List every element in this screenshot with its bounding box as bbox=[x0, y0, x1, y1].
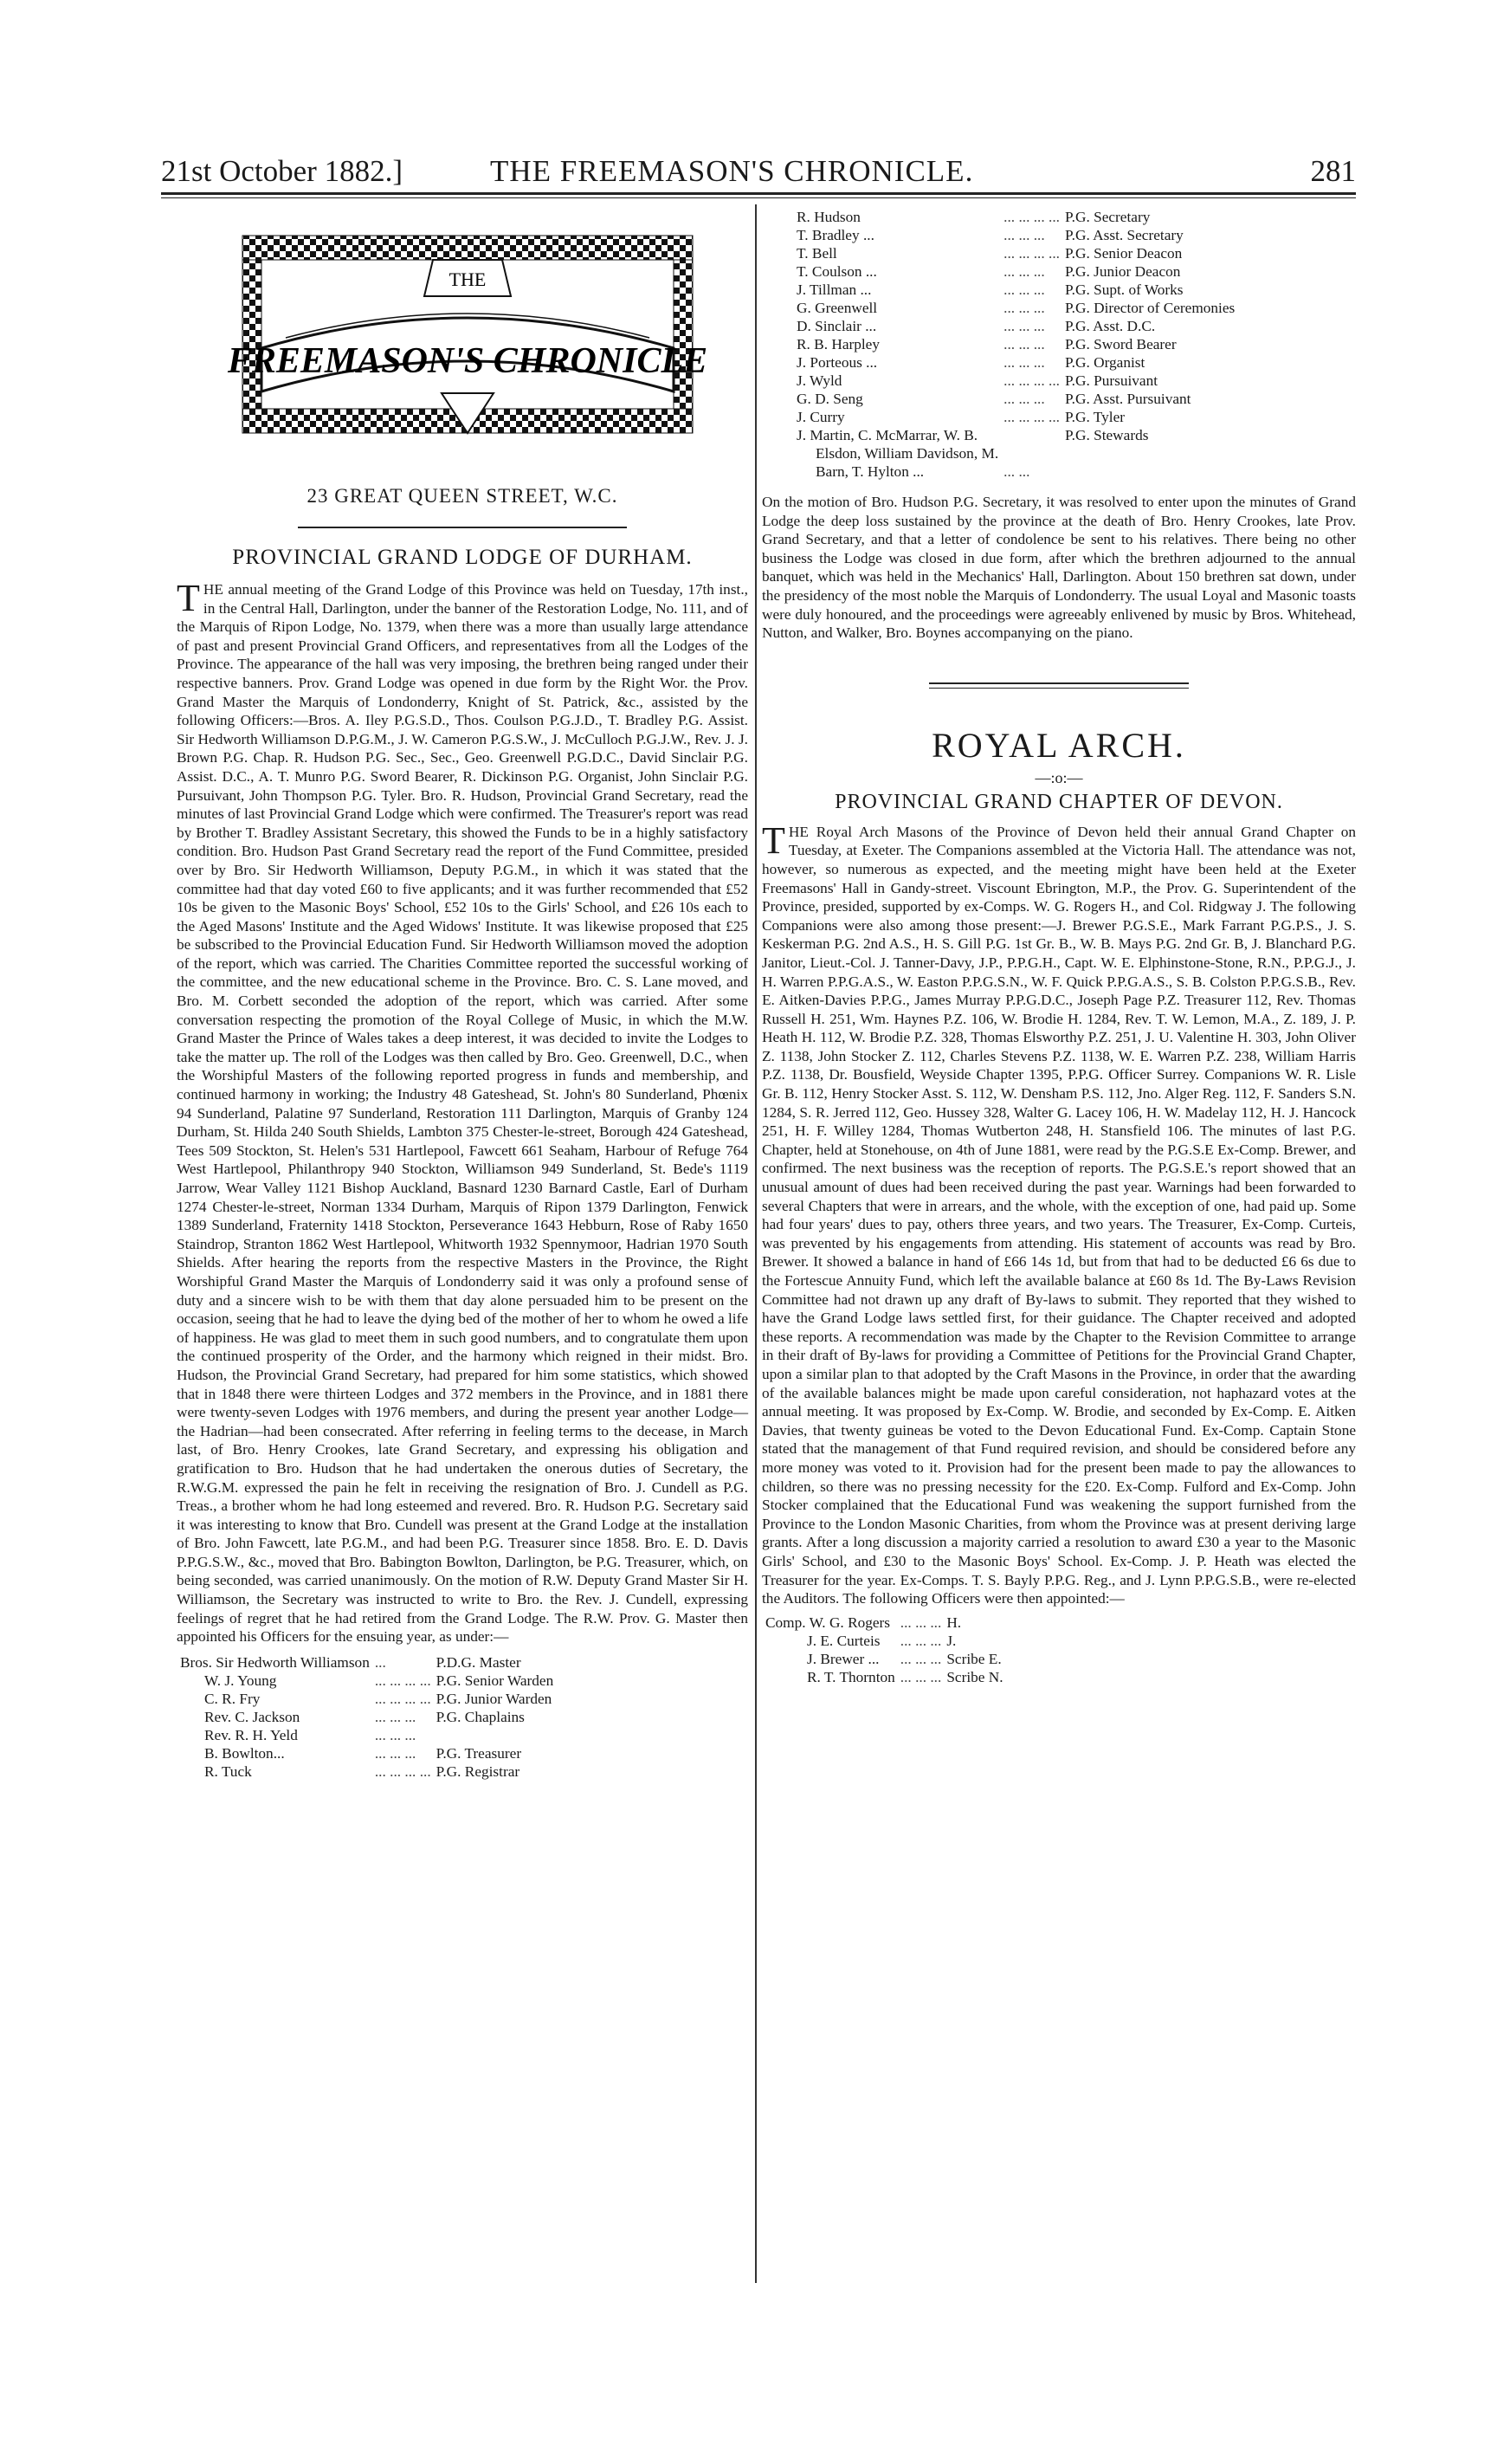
officer-row: G. D. Seng ... ... ... P.G. Asst. Pursuivant bbox=[797, 391, 1191, 407]
devon-body bbox=[762, 818, 1356, 1608]
durham-closing-paragraph bbox=[762, 493, 1356, 643]
officer-row: Comp. W. G. Rogers ... ... ... H. bbox=[765, 1614, 962, 1631]
header-rule bbox=[161, 192, 1356, 195]
officer-row: D. Sinclair ... ... ... ... P.G. Asst. D.C. bbox=[797, 318, 1156, 334]
officer-row: R. Tuck ... ... ... ... P.G. Registrar bbox=[204, 1762, 520, 1780]
durham-body bbox=[177, 577, 748, 1646]
durham-officers-continued bbox=[797, 208, 1240, 481]
logo-title-text: FREEMASON'S CHRONICLE bbox=[227, 341, 708, 381]
officer-row: R. T. Thornton ... ... ... Scribe N. bbox=[807, 1668, 1003, 1685]
logo-the-label: THE bbox=[448, 268, 487, 290]
masthead-address: 23 GREAT QUEEN STREET, W.C. bbox=[307, 485, 618, 507]
devon-text: HE Royal Arch Masons of the Province of Devon held their annual Grand Chapter on Tuesday, at Exeter. The Companions assembled at the Victoria Hall. The attendance was not, however, so numerous as expected, and the meeting might have been held at the Exeter Freemasons' Hall in Gandy-street. Viscount Ebrington, M.P., the Prov. G. Superintendent of the Province, presided, supported by ex-Comps. W. G. Rogers H., and Col. Ridgway J. The following Companions were also among those present:—J. Brewer P.G.S.E., Mark Farrant P.G.P.S., J. S. Keskerman P.G. 2nd A.S., H. S. Gill P.G. 1st Gr. B., W. B. Mays P.G. 2nd Gr. B, J. Blanchard P.G. Janitor, Lieut.-Col. J. Tanner-Davy, J.P., P.P.G.H., Capt. W. E. Elphinstone-Stone, R.N., P.P.G.J., J. H. Warren P.P.G.A.S., W. Easton P.P.G.S.N., W. F. Quick P.P.G.A.S., S. B. Colston P.P.G.S.B., Rev. E. Aitken-Davies P.P.G., James Murray P.P.G.D.C., Joseph Page P.Z. Treasurer 112, Rev. Thomas Russell H. 251, Wm. Haynes P.Z. 106, W. Brodie H. 1284, Rev. T. W. Lemon, M.A., Z. 189, J. P. Heath H. 112, W. Brodie P.Z. 328, Thomas Elsworthy P.Z. 251, J. U. Valentine H. 303, John Oliver Z. 1138, John Stocker Z. 112, Charles Stevens P.Z. 1138, W. E. Warren P.Z. 238, William Harris P.Z. 1138, Dr. Bousfield, Weyside Chapter 1395, P.P.G. Officer Surrey. Companions W. R. Lisle Gr. B. 112, Henry Stocker Asst. S. 112, W. Densham P.S. 112, Jno. Alger Reg. 112, F. Sanders S.N. 1284, S. R. Jerred 112, Geo. Hussey 328, Walter G. Lacey 106, H. W. Madelay 112, H. J. Hancock 251, H. F. Willey 1284, Thomas Wutberton 248, H. Stansfield 106. The minutes of last P.G. Chapter, held at Stonehouse, on 4th of June 1881, were read by the P.G.S.E Ex-Comp. Brewer, and confirmed. The next business was the reception of reports. The P.G.S.E.'s report showed that an unusual amount of dues had been received during the past year. Warnings had been forwarded to several Chapters that were in arrears, and the whole, with the exception of one, had paid up. Some had four years' dues to pay, others three years, and two years. The Treasurer, Ex-Comp. Curteis, was prevented by his engagements from attending. His statement of accounts was read by Bro. Brewer. It showed a balance in hand of £66 14s 1d, but from that had to be deducted £6 6s due to the Fortescue Annuity Fund, which left the available balance at £60 8s 1d. The By-Laws Revision Committee had not drawn up any draft of By-laws to submit. They reported that they wished to have the Grand Lodge laws settled first, for their guidance. The Chapter received and adopted these reports. A recommendation was made by the Chapter to the Revision Committee to arrange in their draft of By-laws for providing a Committee of Petitions for the Provincial Grand Chapter, upon a similar plan to that adopted by the Craft Masons in the Province, in order that the awarding of the available balances might be made upon careful consideration, not haphazard votes at the annual meeting. It was proposed by Ex-Comp. W. Brodie, and seconded by Ex-Comp. E. Aitken Davies, that twenty guineas be voted to the Devon Educational Fund. Ex-Comp. Captain Stone stated that the management of that Fund required revision, and should be considered before any more money was voted to it. Provision had for the present been made to pay the allowances to children, so there was no pressing necessity for the £20. Ex-Comp. Fulford and Ex-Comp. John Stocker complained that the Educational Fund was weakening the support furnished from the Province to the London Masonic Charities, from whom the Province was at present deriving large grants. After a long discussion a majority carried a resolution to award £30 a year to the Masonic Girls' School, and £30 to the Masonic Boys' School. Ex-Comp. J. P. Heath was elected the Treasurer for the year. Ex-Comps. T. S. Bayly P.P.G. Reg., and J. Lynn P.P.G.S.B., were re-elected the Auditors. The following Officers were then appointed:— bbox=[762, 823, 1356, 1607]
officer-row: Rev. R. H. Yeld ... ... ... bbox=[204, 1726, 416, 1743]
page-number: 281 bbox=[1310, 154, 1356, 188]
officer-row: Barn, T. Hylton ... ... ... bbox=[816, 463, 1030, 480]
officer-row: J. Tillman ... ... ... ... P.G. Supt. of Works bbox=[797, 281, 1184, 298]
officer-row: W. J. Young ... ... ... ... P.G. Senior Warden bbox=[204, 1672, 554, 1689]
officer-row: Elsdon, William Davidson, M. bbox=[816, 445, 999, 462]
masthead-logo bbox=[225, 227, 710, 469]
durham-heading: PROVINCIAL GRAND LODGE OF DURHAM. bbox=[232, 546, 693, 569]
officer-row: Rev. C. Jackson ... ... ... P.G. Chaplains bbox=[204, 1708, 525, 1725]
officer-row: C. R. Fry ... ... ... ... P.G. Junior Warden bbox=[204, 1690, 552, 1707]
officer-row: B. Bowlton... ... ... ... P.G. Treasurer bbox=[204, 1744, 522, 1762]
running-header bbox=[161, 154, 1356, 189]
officer-row: J. Curry ... ... ... ... P.G. Tyler bbox=[797, 409, 1126, 425]
officer-row: R. B. Harpley ... ... ... P.G. Sword Bearer bbox=[797, 336, 1177, 352]
column-separator bbox=[755, 204, 757, 2283]
officer-row: Bros. Sir Hedworth Williamson ... P.D.G. Master bbox=[180, 1653, 521, 1671]
right-column bbox=[762, 208, 1356, 1686]
devon-heading: PROVINCIAL GRAND CHAPTER OF DEVON. bbox=[835, 790, 1283, 813]
officer-row: T. Bell ... ... ... ... P.G. Senior Deacon bbox=[797, 245, 1183, 262]
royal-arch-separator: —:o:— bbox=[1035, 768, 1083, 786]
durham-article bbox=[177, 546, 748, 1781]
officer-row: J. Brewer ... ... ... ... Scribe E. bbox=[807, 1650, 1002, 1667]
officer-row: J. Martin, C. McMarrar, W. B. P.G. Stewards bbox=[797, 427, 1149, 443]
officer-row: T. Bradley ... ... ... ... P.G. Asst. Secretary bbox=[797, 227, 1184, 243]
officer-row: J. Wyld ... ... ... ... P.G. Pursuivant bbox=[797, 372, 1158, 389]
section-rule-thin bbox=[929, 688, 1189, 689]
devon-dropcap: T bbox=[762, 818, 785, 862]
officer-row: J. E. Curteis ... ... ... J. bbox=[807, 1632, 957, 1649]
royal-arch-article bbox=[762, 725, 1356, 1686]
durham-text: HE annual meeting of the Grand Lodge of this Province was held on Tuesday, 17th inst., in the Central Hall, Darlington, under the banner of the Restoration Lodge, No. 111, and of the Marquis of Ripon Lodge, No. 1379, when there was a more than usually large attendance of past and present Provincial Grand Officers, and representatives from all the Lodges of the Province. The appearance of the hall was very imposing, the brethren being ranged under their respective banners. Prov. Grand Lodge was opened in due form by the Right Wor. the Prov. Grand Master the Marquis of Londonderry, Knight of St. Patrick, &c., assisted by the following Officers:—Bros. A. Iley P.G.S.D., Thos. Coulson P.G.J.D., T. Bradley P.G. Assist. Sir Hedworth Williamson D.P.G.M., J. W. Cameron P.G.S.W., J. McCulloch P.G.J.W., Rev. J. J. Brown P.G. Chap. R. Hudson P.G. Sec., Sec., Geo. Greenwell P.G.D.C., David Sinclair P.G. Assist. D.C., A. T. Munro P.G. Sword Bearer, R. Dickinson P.G. Organist, John Sinclair P.G. Pursuivant, John Thompson P.G. Tyler. Bro. R. Hudson, Provincial Grand Secretary, read the minutes of last Provincial Grand Lodge which were confirmed. The Treasurer's report was read by Brother T. Bradley Assistant Secretary, this showed the Funds to be in a highly satisfactory condition. Bro. Hudson Past Grand Secretary read the report of the Fund Committee, presided over by Bro. Sir Hedworth Williamson, Deputy P.G.M., in which it was stated that the committee had that day voted £60 to five applicants; and it was further recommended that £52 10s be given to the Masonic Boys' School, £52 10s to the Girls' School, and £26 10s each to the Aged Masons' Institute and the Aged Widows' Institute. It was likewise proposed that £25 be subscribed to the Provincial Education Fund. Sir Hedworth Williamson moved the adoption of the report, which was carried. The Charities Committee reported the successful working of the committee, and the new educational scheme in the Province. Bro. C. S. Lane moved, and Bro. M. Corbett seconded the adoption of the report, which was carried. After some conversation respecting the promotion of the Royal College of Music, in which the M.W. Grand Master the Prince of Wales takes a deep interest, it was decided to invite the Lodges to take the matter up. The roll of the Lodges was then called by Bro. Geo. Greenwell, D.C., when the Worshipful Masters of the following reported progress in funds and membership, and continued harmony in working; the Industry 48 Gateshead, St. John's 80 Sunderland, Phœnix 94 Sunderland, Palatine 97 Sunderland, Restoration 111 Darlington, Marquis of Granby 124 Durham, St. Hilda 240 South Shields, Lambton 375 Chester-le-street, Borough 424 Gateshead, Tees 509 Stockton, St. Helen's 531 Hartlepool, Fawcett 661 Seaham, Harbour of Refuge 764 West Hartlepool, Philanthropy 940 Stockton, Williamson 949 Sunderland, St. Bede's 1119 Jarrow, Wear Valley 1121 Bishop Auckland, Basnard 1230 Barnard Castle, Earl of Durham 1274 Chester-le-street, Norman 1334 Durham, Marquis of Ripon 1379 Darlington, Fenwick 1389 Sunderland, Fraternity 1418 Stockton, Perseverance 1643 Hebburn, Rose of Raby 1650 Staindrop, Stranton 1862 West Hartlepool, Whitworth 1932 Spennymoor, Hadrian 1970 South Shields. After hearing the reports from the respective Masters in the Province, the Right Worshipful Grand Master the Marquis of Londonderry said it was only a profound sense of duty and a sincere wish to be with them that day alone persuaded him to be present on the occasion, seeing that he had to leave the dying bed of the mother of her to whom he owed a life of happiness. He was glad to meet them in such good numbers, and to congratulate them upon the continued prosperity of the Order, and the harmony which reigned in their midst. Bro. Hudson, the Provincial Grand Secretary, had prepared for him some statistics, which showed that in 1848 there were thirteen Lodges and 372 members in the Province, and in 1881 there were twenty-seven Lodges with 1976 members, and during the present year another Lodge—the Hadrian—had been consecrated. After referring in feeling terms to the decease, in March last, of Bro. Henry Crookes, late Grand Secretary, and expressing his obligation and gratification to Bro. Hudson that he had undertaken the onerous duties of Secretary, the R.W.G.M. expressed the pain he felt in receiving the resignation of Bro. J. Cundell as P.G. Treas., a brother whom he had long esteemed and revered. Bro. R. Hudson P.G. Secretary said it was interesting to know that Bro. Cundell was present at the Grand Lodge at the installation of Bro. John Fawcett, late P.G.M., and had been P.G. Treasurer since 1858. Bro. E. D. Davis P.P.G.S.W., &c., moved that Bro. Babington Bowlton, Darlington, be P.G. Treasurer, which, on being seconded, was carried unanimously. On the motion of R.W. Deputy Grand Master Sir H. Williamson, the Secretary was instructed to write to Bro. the Rev. J. Cundell, expressing feelings of regret that he had retired from the Grand Lodge. The R.W. Prov. G. Master then appointed his Officers for the ensuing year, as under:— bbox=[177, 581, 748, 1646]
durham-dropcap: T bbox=[177, 577, 200, 619]
durham-closing-text: On the motion of Bro. Hudson P.G. Secretary, it was resolved to enter upon the minutes of Grand Lodge the deep loss sustained by the province at the death of Bro. Henry Crookes, late Prov. Grand Secretary, and that a letter of condolence be sent to his relatives. There being no other business the Lodge was closed in due form, after which the brethren adjourned to the annual banquet, which was held in the Mechanics' Hall, Darlington. About 150 brethren sat down, under the presidency of the most noble the Marquis of Londonderry. The usual Loyal and Masonic toasts were duly honoured, and the proceedings were agreeably enlivened by music by Bros. Whitehead, Nutton, and Walker, Bro. Boynes accompanying on the piano. bbox=[762, 494, 1356, 642]
header-rule-thin bbox=[161, 197, 1356, 198]
publication-title: THE FREEMASON'S CHRONICLE. bbox=[490, 154, 974, 188]
durham-officers-table bbox=[180, 1653, 558, 1781]
officer-row: G. Greenwell ... ... ... P.G. Director of Ceremonies bbox=[797, 300, 1236, 316]
devon-officers-table bbox=[765, 1614, 1009, 1686]
officer-row: J. Porteous ... ... ... ... P.G. Organist bbox=[797, 354, 1145, 371]
royal-arch-heading: ROYAL ARCH. bbox=[932, 725, 1186, 765]
masthead-address-block bbox=[177, 485, 748, 528]
address-rule bbox=[298, 527, 627, 528]
section-rule bbox=[929, 682, 1189, 684]
officer-row: T. Coulson ... ... ... ... P.G. Junior Deacon bbox=[797, 263, 1181, 280]
officer-row: R. Hudson ... ... ... ... P.G. Secretary bbox=[797, 209, 1151, 225]
issue-date: 21st October 1882.] bbox=[161, 154, 403, 188]
